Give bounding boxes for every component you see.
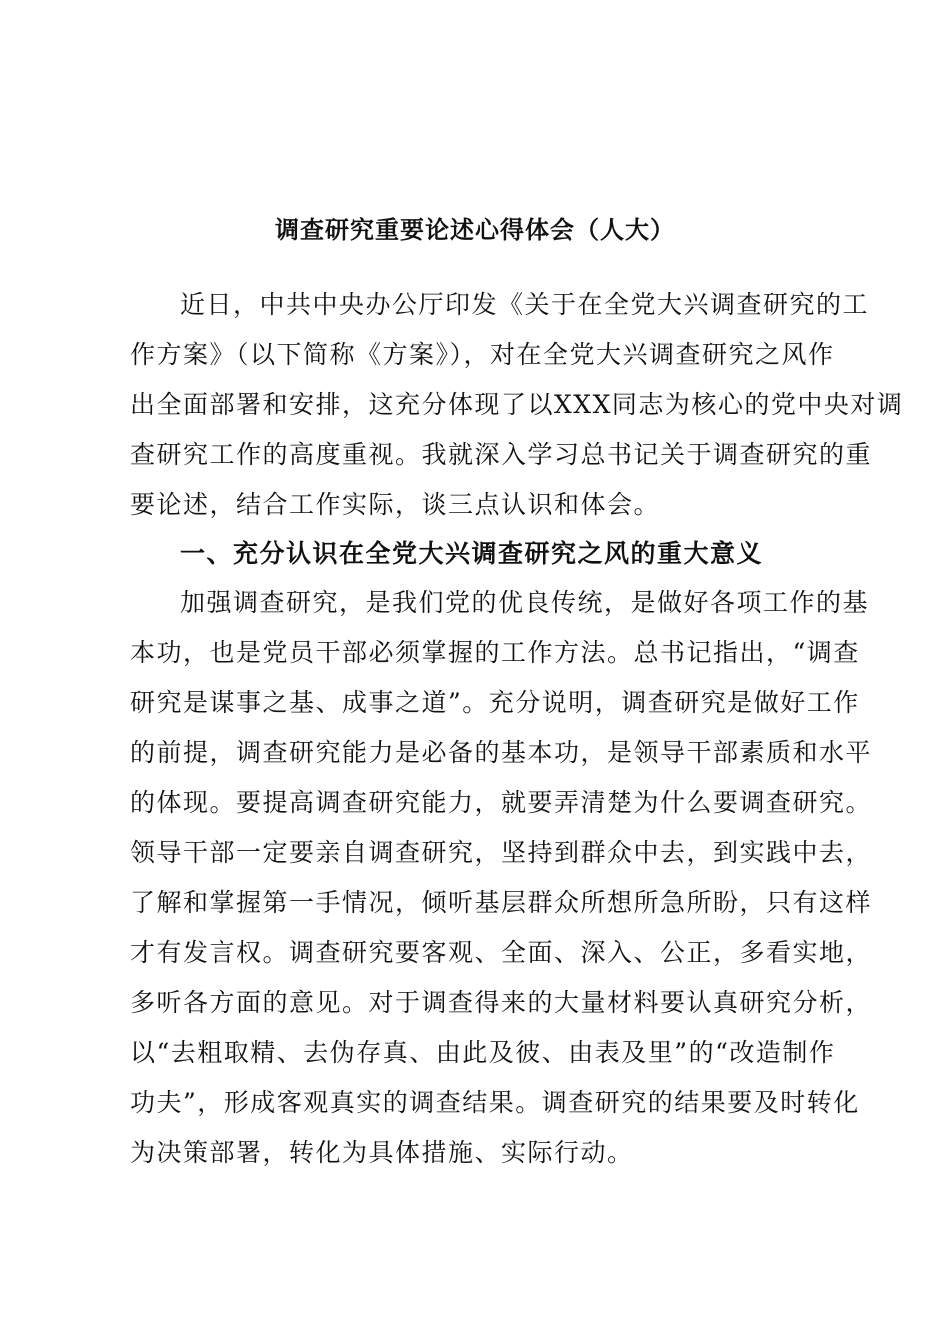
document-title: 调查研究重要论述心得体会（人大） [275,215,675,244]
paragraph-line: 查研究工作的高度重视。我就深入学习总书记关于调查研究的重 [130,440,873,469]
paragraph-line: 要论述，结合工作实际，谈三点认识和体会。 [130,490,661,519]
paragraph-line: 才有发言权。调查研究要客观、全面、深入、公正，多看实地， [130,938,873,967]
paragraph-line: 研究是谋事之基、成事之道”。充分说明，调查研究是做好工作 [130,688,860,717]
paragraph-line: 的体现。要提高调查研究能力，就要弄清楚为什么要调查研究。 [130,788,873,817]
paragraph-line: 的前提，调查研究能力是必备的基本功，是领导干部素质和水平 [130,738,873,767]
paragraph-line: 近日，中共中央办公厅印发《关于在全党大兴调查研究的工 [180,290,870,319]
paragraph-line: 作方案》（以下简称《方案》），对在全党大兴调查研究之风作 [130,340,835,369]
paragraph-line: 领导干部一定要亲自调查研究，坚持到群众中去，到实践中去， [130,838,873,867]
paragraph-line: 为决策部署，转化为具体措施、实际行动。 [130,1138,634,1167]
section-heading [130,529,850,579]
paragraph-line: 功夫”，形成客观真实的调查结果。调查研究的结果要及时转化 [130,1088,860,1117]
paragraph-line: 出全面部署和安排，这充分体现了以XXX同志为核心的党中央对调 [130,390,904,419]
paragraph-line: 以“去粗取精、去伪存真、由此及彼、由表及里”的“改造制作 [130,1038,836,1067]
paragraph-line: 了解和掌握第一手情况，倾听基层群众所想所急所盼，只有这样 [130,888,873,917]
section-paragraph [130,578,873,1178]
paragraph-line: 多听各方面的意见。对于调查得来的大量材料要认真研究分析， [130,988,873,1017]
intro-paragraph [130,280,904,530]
paragraph-line: 本功，也是党员干部必须掌握的工作方法。总书记指出，“调查 [130,638,860,667]
paragraph-line: 加强调查研究，是我们党的优良传统，是做好各项工作的基 [180,588,870,617]
section-heading-text: 一、充分认识在全党大兴调查研究之风的重大意义 [180,539,764,568]
